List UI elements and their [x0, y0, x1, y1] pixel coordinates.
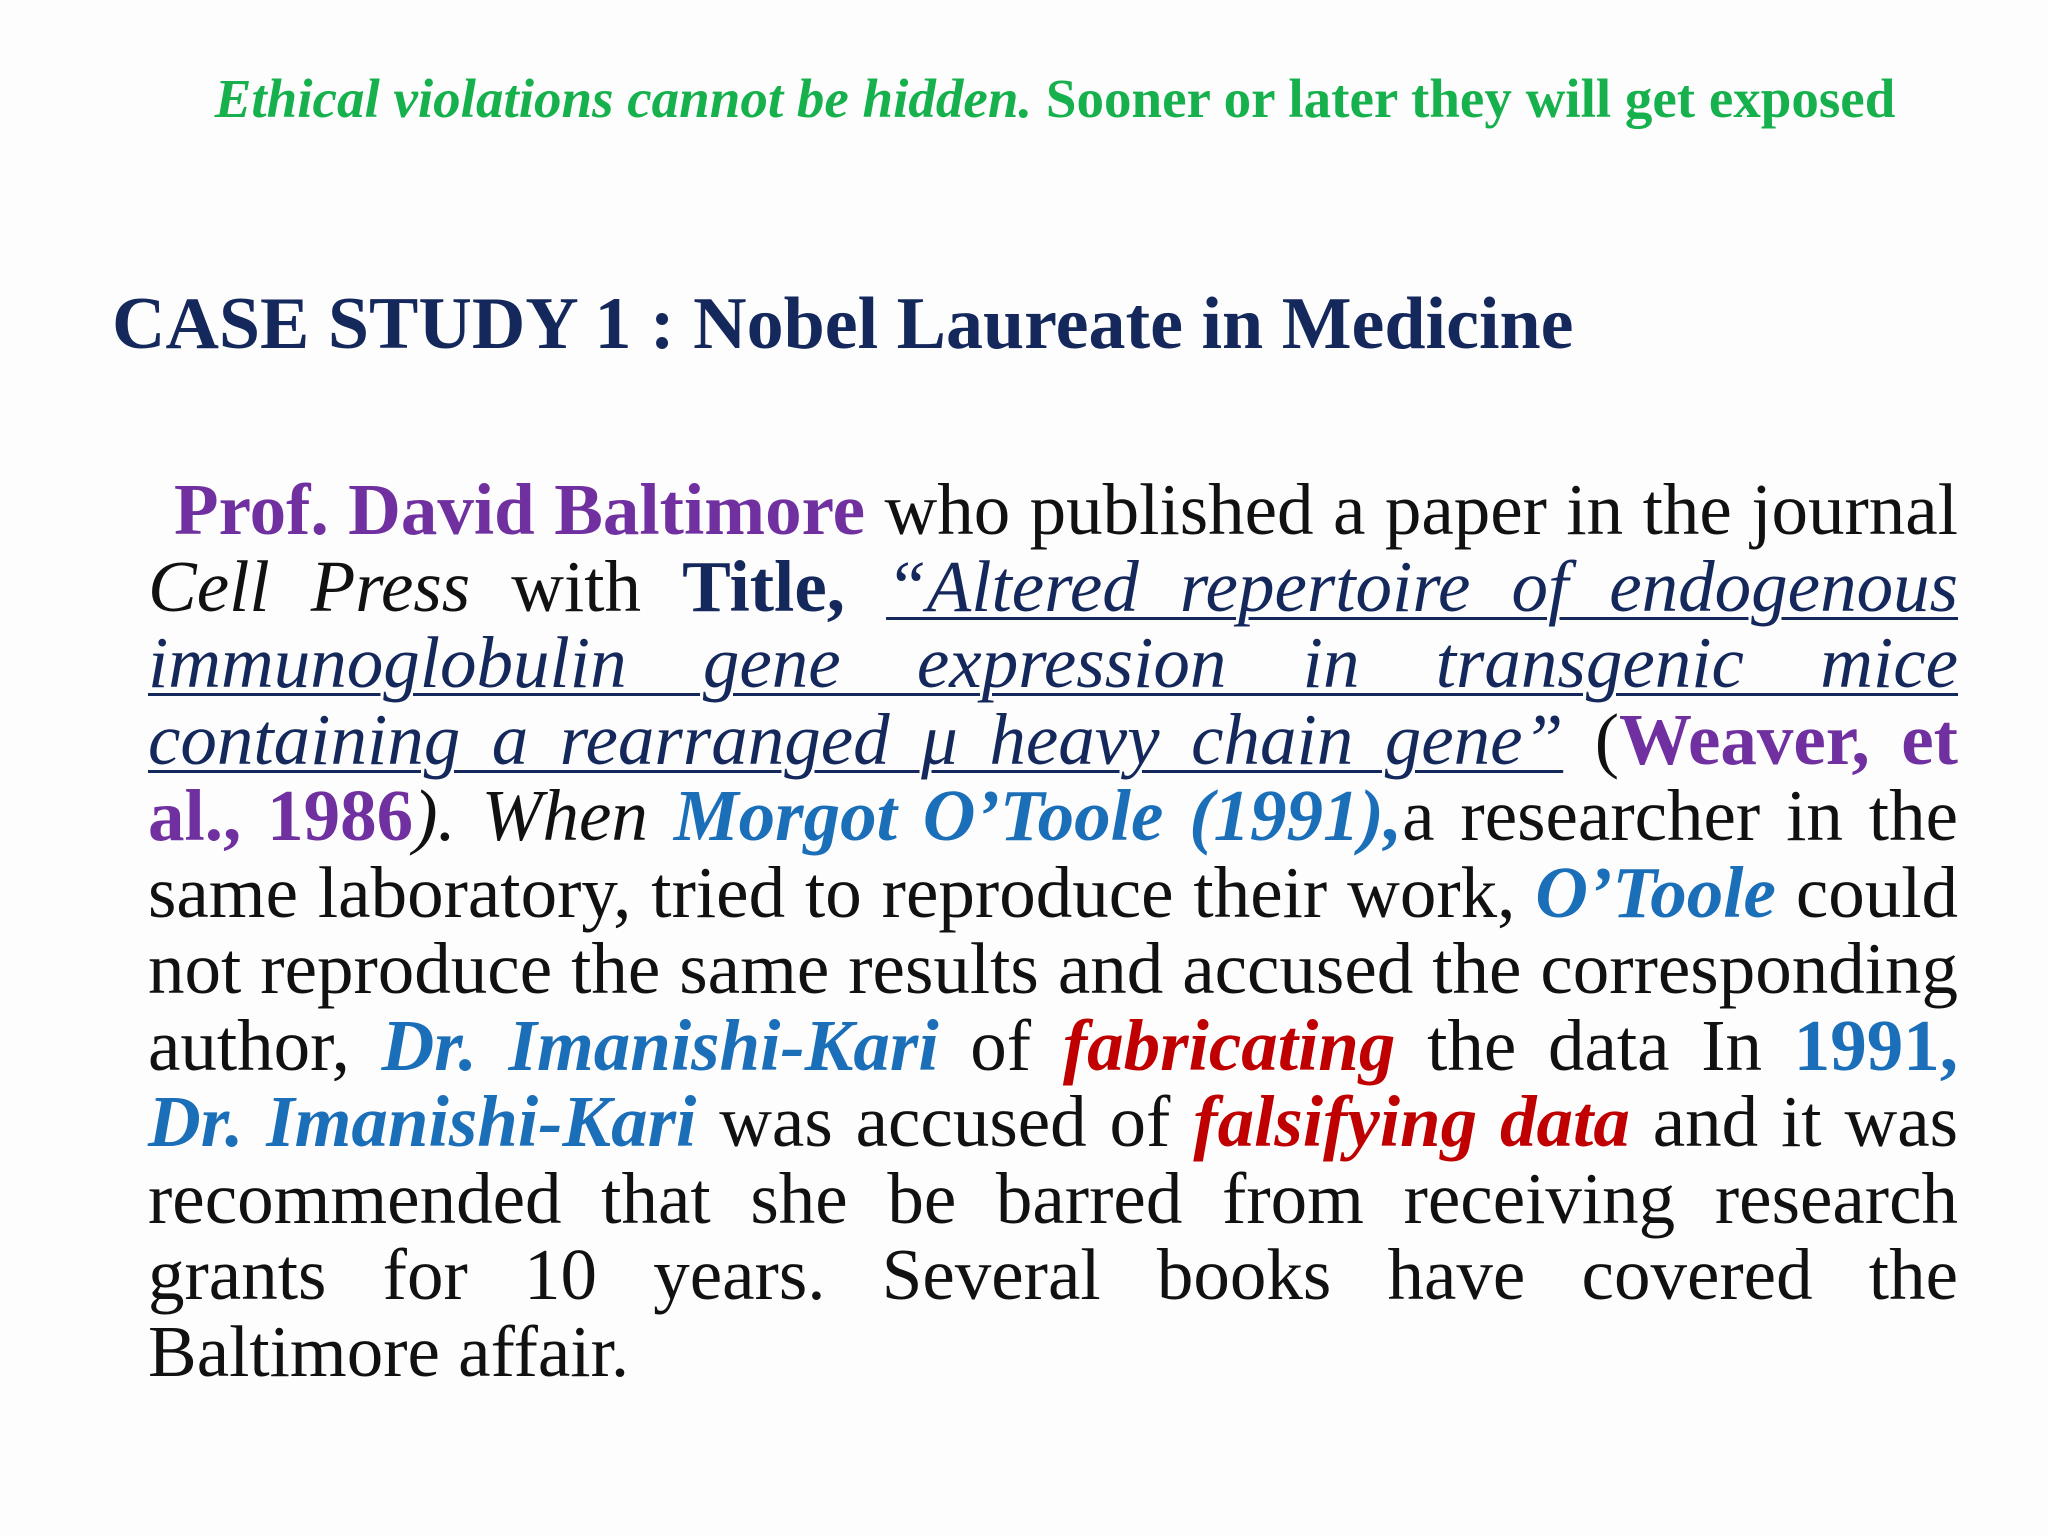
- text-segment: was accused of: [696, 1081, 1194, 1162]
- header-italic-text: Ethical violations cannot be hidden.: [214, 68, 1033, 129]
- text-segment: and it was recommended that she be barred from receiving research grants for 10 years. Several books have covered the Baltimore affair.: [148, 1081, 1959, 1392]
- person-imanishi-kari: Dr. Imanishi-Kari: [148, 1081, 697, 1162]
- text-segment: ). When: [413, 775, 674, 856]
- paper-title: “Altered repertoire of endogenous immunoglobulin gene expression in transgenic mice containing a rearranged μ heavy chain gene”: [148, 545, 1958, 780]
- text-segment: with: [470, 545, 683, 627]
- person-otoole-1991: Morgot O’Toole (1991),: [673, 775, 1403, 856]
- case-study-title: CASE STUDY 1 : Nobel Laureate in Medicine: [112, 283, 1574, 365]
- case-study-paragraph: [148, 469, 1959, 1392]
- person-otoole: O’Toole: [1535, 851, 1776, 933]
- text-segment: the data In: [1395, 1004, 1794, 1086]
- text-segment: [845, 546, 886, 627]
- accusation-falsifying: falsifying data: [1193, 1081, 1630, 1162]
- journal-name: Cell Press: [148, 545, 471, 627]
- text-segment: of: [938, 1004, 1063, 1086]
- text-segment: who published a paper in the journal: [865, 469, 1958, 550]
- slide-header: [150, 68, 1960, 130]
- text-segment: (: [1563, 698, 1620, 780]
- year-1991: 1991,: [1793, 1004, 1958, 1086]
- citation: Weaver, et al., 1986: [148, 698, 1958, 856]
- text-segment: a researcher in the same laboratory, tried to reproduce their work,: [148, 775, 1958, 933]
- accusation-fabricating: fabricating: [1062, 1004, 1396, 1086]
- person-imanishi-kari: Dr. Imanishi-Kari: [381, 1004, 939, 1086]
- author-name: Prof. David Baltimore: [174, 469, 866, 550]
- header-regular-text: Sooner or later they will get exposed: [1032, 68, 1896, 129]
- text-segment: could not reproduce the same results and accused the corresponding author,: [148, 851, 1958, 1086]
- title-label: Title,: [682, 545, 845, 627]
